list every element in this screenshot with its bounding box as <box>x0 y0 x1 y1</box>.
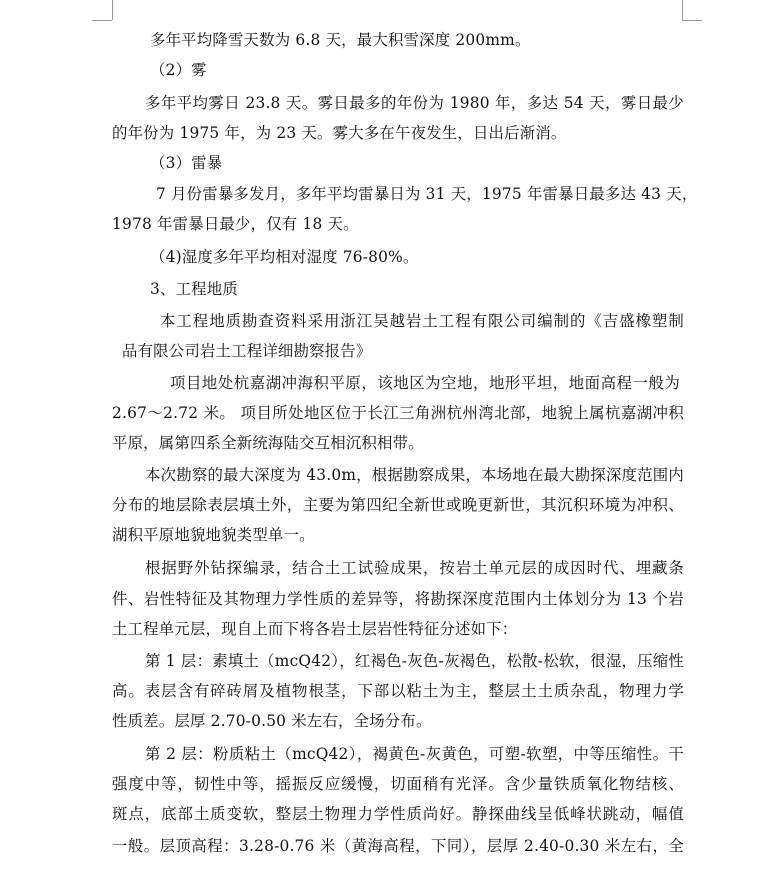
crop-mark-top-left-horizontal <box>92 20 112 21</box>
text-line-location-2: 2.67～2.72 米。 项目所处地区位于长江三角洲杭州湾北部，地貌上属杭嘉湖冲积 <box>112 404 684 422</box>
text-line-snow: 多年平均降雪天数为 6.8 天，最大积雪深度 200mm。 <box>150 31 531 49</box>
text-line-layer2-1: 第 2 层：粉质粘土（mcQ42），褐黄色-灰黄色，可塑-软塑，中等压缩性。干 <box>145 745 684 763</box>
heading-thunderstorm: （3）雷暴 <box>150 154 223 172</box>
text-line-survey-3: 湖积平原地貌地貌类型单一。 <box>112 526 315 544</box>
crop-mark-top-left <box>112 0 113 20</box>
crop-mark-top-right-horizontal <box>682 20 702 21</box>
text-line-layer1-2: 高。表层含有碎砖屑及植物根茎，下部以粘土为主，整层土土质杂乱，物理力学 <box>112 682 684 700</box>
text-line-layer1-1: 第 1 层：素填土（mcQ42），红褐色-灰色-灰褐色，松散-松软，很湿，压缩性 <box>145 652 684 670</box>
text-line-report-2: 品有限公司岩土工程详细勘察报告》 <box>122 342 372 360</box>
text-line-drilling-1: 根据野外钻探编录，结合土工试验成果，按岩土单元层的成因时代、埋藏条 <box>145 559 684 577</box>
text-line-layer1-3: 性质差。层厚 2.70-0.50 米左右，全场分布。 <box>112 712 432 730</box>
text-line-report-1: 本工程地质勘查资料采用浙江吴越岩土工程有限公司编制的《吉盛橡塑制 <box>160 312 684 330</box>
heading-fog: （2）雾 <box>150 61 207 79</box>
text-line-thunder-1: 7 月份雷暴多发月，多年平均雷暴日为 31 天，1975 年雷暴日最多达 43 天， <box>156 185 698 203</box>
text-line-fog-2: 的年份为 1975 年，为 23 天。雾大多在午夜发生，日出后渐消。 <box>112 124 567 142</box>
text-line-layer2-2: 强度中等，韧性中等，摇振反应缓慢，切面稍有光泽。含少量铁质氧化物结核、 <box>112 775 684 793</box>
text-line-drilling-2: 件、岩性特征及其物理力学性质的差异等，将勘探深度范围内土体划分为 13 个岩 <box>112 590 684 608</box>
text-line-layer2-4: 一般。层顶高程：3.28-0.76 米（黄海高程，下同），层厚 2.40-0.30 米左右，全 <box>112 837 684 855</box>
heading-engineering-geology: 3、工程地质 <box>150 280 238 298</box>
text-line-survey-1: 本次勘察的最大深度为 43.0m，根据勘察成果，本场地在最大勘探深度范围内 <box>145 466 684 484</box>
text-line-location-1: 项目地处杭嘉湖冲海积平原，该地区为空地，地形平坦，地面高程一般为 <box>170 374 680 392</box>
text-line-humidity: （4)湿度多年平均相对湿度 76-80%。 <box>150 248 419 266</box>
crop-mark-top-right <box>682 0 683 20</box>
text-line-drilling-3: 土工程单元层，现自上而下将各岩土层岩性特征分述如下： <box>112 620 518 638</box>
text-line-fog-1: 多年平均雾日 23.8 天。雾日最多的年份为 1980 年，多达 54 天，雾日最少 <box>145 94 684 112</box>
text-line-thunder-2: 1978 年雷暴日最少，仅有 18 天。 <box>112 215 359 233</box>
text-line-location-3: 平原，属第四系全新统海陆交互相沉积相带。 <box>112 434 424 452</box>
text-line-layer2-3: 斑点，底部土质变软，整层土物理力学性质尚好。静探曲线呈低峰状跳动，幅值 <box>112 805 684 823</box>
text-line-survey-2: 分布的地层除表层填土外，主要为第四纪全新世或晚更新世，其沉积环境为冲积、 <box>112 496 684 514</box>
